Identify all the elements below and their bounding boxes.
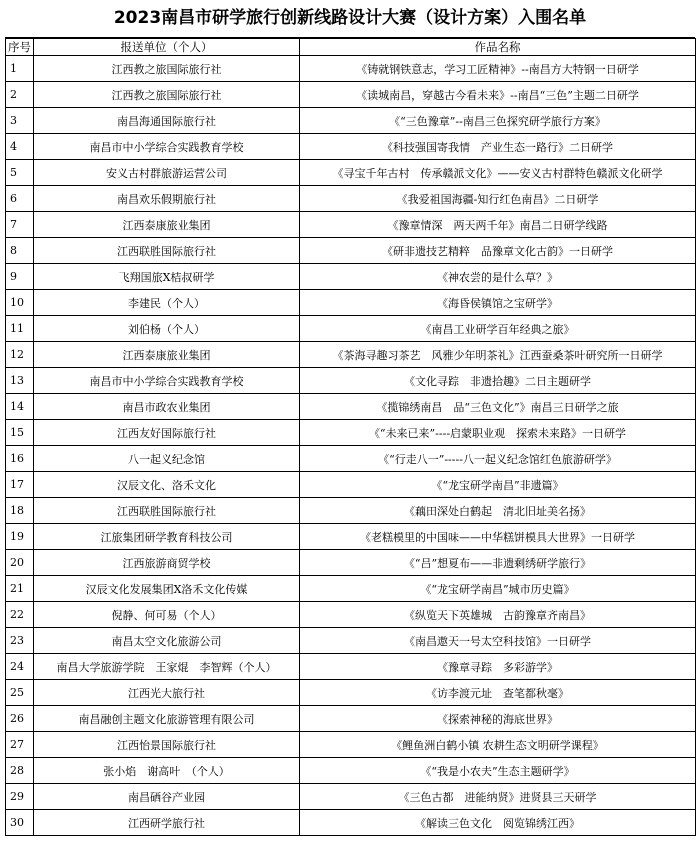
row-work: 《“我是小农夫”生态主题研学》 <box>300 758 696 784</box>
row-unit: 江西友好国际旅行社 <box>34 420 300 446</box>
row-work: 《“行走八一”-----八一起义纪念馆红色旅游研学》 <box>300 446 696 472</box>
row-index: 29 <box>6 784 34 810</box>
table-row <box>6 212 696 238</box>
row-unit: 江西研学旅行社 <box>34 810 300 836</box>
table-row <box>6 654 696 680</box>
row-index: 4 <box>6 134 34 160</box>
table-row <box>6 108 696 134</box>
row-work: 《读城南昌，穿越古今看未来》--南昌“三色”主题二日研学 <box>300 82 696 108</box>
row-unit: 南昌大学旅游学院 王家焜 李智辉（个人） <box>34 654 300 680</box>
row-unit: 江西旅游商贸学校 <box>34 550 300 576</box>
row-unit: 安义古村群旅游运营公司 <box>34 160 300 186</box>
row-index: 19 <box>6 524 34 550</box>
shortlist-table <box>5 38 696 836</box>
row-index: 30 <box>6 810 34 836</box>
row-index: 13 <box>6 368 34 394</box>
row-work: 《海昏侯镇馆之宝研学》 <box>300 290 696 316</box>
row-unit: 南昌市中小学综合实践教育学校 <box>34 368 300 394</box>
row-work: 《豫章情深 两天两千年》南昌二日研学线路 <box>300 212 696 238</box>
table-header-row <box>6 39 696 56</box>
row-index: 23 <box>6 628 34 654</box>
row-work: 《鲤鱼洲白鹤小镇 农耕生态文明研学课程》 <box>300 732 696 758</box>
row-unit: 南昌太空文化旅游公司 <box>34 628 300 654</box>
table-row <box>6 524 696 550</box>
table-row <box>6 186 696 212</box>
row-work: 《研非遗技艺精粹 品豫章文化古韵》一日研学 <box>300 238 696 264</box>
row-unit: 南昌欢乐假期旅行社 <box>34 186 300 212</box>
table-row <box>6 420 696 446</box>
row-unit: 汉辰文化、洛禾文化 <box>34 472 300 498</box>
row-unit: 江西光大旅行社 <box>34 680 300 706</box>
row-work: 《“三色豫章”--南昌三色探究研学旅行方案》 <box>300 108 696 134</box>
row-unit: 刘伯杨（个人） <box>34 316 300 342</box>
row-unit: 江西联胜国际旅行社 <box>34 238 300 264</box>
row-work: 《探索神秘的海底世界》 <box>300 706 696 732</box>
table-row <box>6 56 696 82</box>
row-work: 《神农尝的是什么草？》 <box>300 264 696 290</box>
table-row <box>6 602 696 628</box>
table-row <box>6 472 696 498</box>
row-index: 10 <box>6 290 34 316</box>
row-index: 11 <box>6 316 34 342</box>
table-row <box>6 264 696 290</box>
row-unit: 南昌融创主题文化旅游管理有限公司 <box>34 706 300 732</box>
row-unit: 南昌市中小学综合实践教育学校 <box>34 134 300 160</box>
table-row <box>6 550 696 576</box>
row-index: 6 <box>6 186 34 212</box>
table-row <box>6 290 696 316</box>
row-index: 3 <box>6 108 34 134</box>
row-unit: 飞翔国旅X桔叔研学 <box>34 264 300 290</box>
table-row <box>6 446 696 472</box>
row-work: 《藕田深处白鹤起 清北旧址美名扬》 <box>300 498 696 524</box>
row-index: 2 <box>6 82 34 108</box>
row-index: 12 <box>6 342 34 368</box>
row-work: 《茶海寻趣习茶艺 风雅少年明茶礼》江西蚕桑茶叶研究所一日研学 <box>300 342 696 368</box>
header-unit: 报送单位（个人） <box>34 39 300 56</box>
row-index: 15 <box>6 420 34 446</box>
row-index: 26 <box>6 706 34 732</box>
page-title: 2023南昌市研学旅行创新线路设计大赛（设计方案）入围名单 <box>5 0 695 38</box>
row-work: 《“吕”想夏布——非遗剩绣研学旅行》 <box>300 550 696 576</box>
row-unit: 南昌海通国际旅行社 <box>34 108 300 134</box>
row-work: 《寻宝千年古村 传承赣派文化》——安义古村群特色赣派文化研学 <box>300 160 696 186</box>
row-work: 《“未来已来”----启蒙职业观 探索未来路》一日研学 <box>300 420 696 446</box>
table-row <box>6 758 696 784</box>
row-unit: 江西教之旅国际旅行社 <box>34 82 300 108</box>
row-unit: 江西教之旅国际旅行社 <box>34 56 300 82</box>
row-unit: 张小焰 谢高叶 （个人） <box>34 758 300 784</box>
table-row <box>6 810 696 836</box>
row-index: 27 <box>6 732 34 758</box>
row-work: 《三色古都 进能纳贤》进贤县三天研学 <box>300 784 696 810</box>
table-row <box>6 316 696 342</box>
row-index: 1 <box>6 56 34 82</box>
row-unit: 江西泰康旅业集团 <box>34 342 300 368</box>
row-unit: 江西联胜国际旅行社 <box>34 498 300 524</box>
table-row <box>6 238 696 264</box>
table-row <box>6 498 696 524</box>
row-unit: 汉辰文化发展集团X洛禾文化传媒 <box>34 576 300 602</box>
row-work: 《豫章寻踪 多彩游学》 <box>300 654 696 680</box>
row-unit: 江西泰康旅业集团 <box>34 212 300 238</box>
table-row <box>6 680 696 706</box>
row-work: 《纵览天下英雄城 古韵豫章齐南昌》 <box>300 602 696 628</box>
row-index: 18 <box>6 498 34 524</box>
header-index: 序号 <box>6 39 34 56</box>
row-work: 《老糕模里的中国味——中华糕饼模具大世界》一日研学 <box>300 524 696 550</box>
table-row <box>6 160 696 186</box>
row-work: 《解读三色文化 阅览锦绣江西》 <box>300 810 696 836</box>
row-work: 《铸就钢铁意志，学习工匠精神》--南昌方大特钢一日研学 <box>300 56 696 82</box>
table-row <box>6 576 696 602</box>
row-unit: 南昌市政农业集团 <box>34 394 300 420</box>
row-unit: 南昌硒谷产业园 <box>34 784 300 810</box>
table-row <box>6 342 696 368</box>
row-work: 《科技强国寄我情 产业生态一路行》二日研学 <box>300 134 696 160</box>
row-index: 8 <box>6 238 34 264</box>
row-index: 17 <box>6 472 34 498</box>
row-unit: 李建民（个人） <box>34 290 300 316</box>
table-row <box>6 368 696 394</box>
table-row <box>6 82 696 108</box>
row-work: 《文化寻踪 非遗拾趣》二日主题研学 <box>300 368 696 394</box>
row-work: 《南昌遨天一号太空科技馆》一日研学 <box>300 628 696 654</box>
row-index: 5 <box>6 160 34 186</box>
table-row <box>6 706 696 732</box>
table-row <box>6 394 696 420</box>
row-unit: 倪静、何可易（个人） <box>34 602 300 628</box>
row-index: 7 <box>6 212 34 238</box>
row-index: 9 <box>6 264 34 290</box>
row-index: 20 <box>6 550 34 576</box>
row-unit: 江西怡景国际旅行社 <box>34 732 300 758</box>
table-row <box>6 732 696 758</box>
row-index: 16 <box>6 446 34 472</box>
row-unit: 江旅集团研学教育科技公司 <box>34 524 300 550</box>
row-index: 14 <box>6 394 34 420</box>
row-index: 24 <box>6 654 34 680</box>
table-row <box>6 134 696 160</box>
table-row <box>6 628 696 654</box>
header-work: 作品名称 <box>300 39 696 56</box>
row-work: 《南昌工业研学百年经典之旅》 <box>300 316 696 342</box>
table-row <box>6 784 696 810</box>
row-index: 22 <box>6 602 34 628</box>
row-index: 28 <box>6 758 34 784</box>
row-unit: 八一起义纪念馆 <box>34 446 300 472</box>
row-work: 《“龙宝研学南昌”城市历史篇》 <box>300 576 696 602</box>
row-work: 《访李渡元址 查笔都秋毫》 <box>300 680 696 706</box>
row-work: 《揽锦绣南昌 品“三色文化”》南昌三日研学之旅 <box>300 394 696 420</box>
row-work: 《“龙宝研学南昌”非遗篇》 <box>300 472 696 498</box>
row-index: 25 <box>6 680 34 706</box>
row-work: 《我爱祖国海疆-知行红色南昌》二日研学 <box>300 186 696 212</box>
row-index: 21 <box>6 576 34 602</box>
